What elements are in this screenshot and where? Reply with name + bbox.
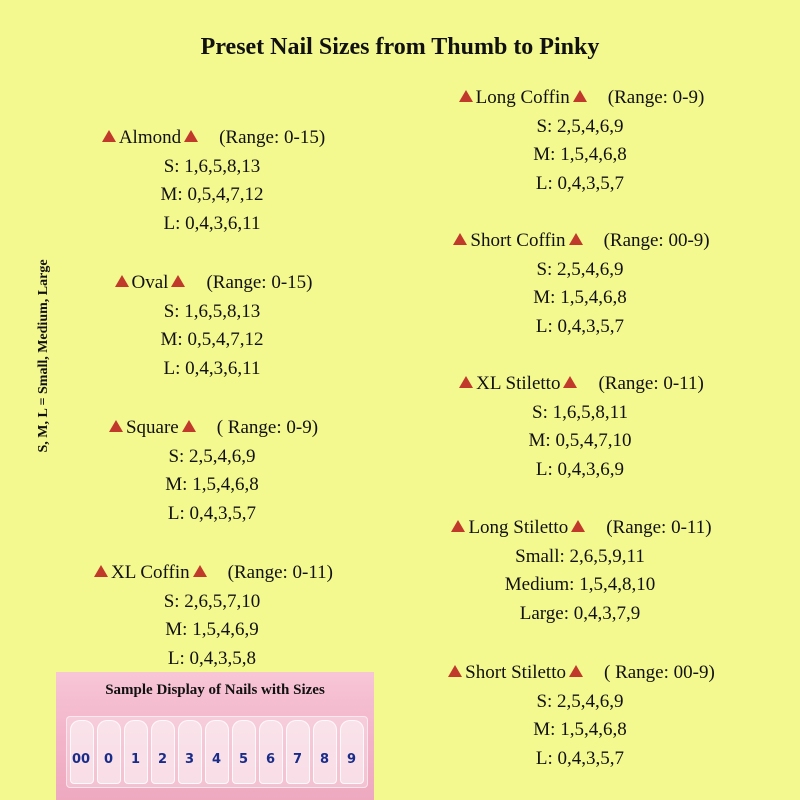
shape-name: Long Coffin <box>475 87 570 108</box>
shape-name: Short Stiletto <box>465 662 566 683</box>
shape-range: (Range: 0-11) <box>227 562 333 583</box>
red-triangle-icon <box>109 420 123 432</box>
red-triangle-icon <box>115 275 129 287</box>
shape-name: Long Stiletto <box>468 517 569 538</box>
nail-size-number: 3 <box>185 752 195 767</box>
nail-size-number: 1 <box>131 752 141 767</box>
size-line-small: S: 1,6,5,8,11 <box>532 401 628 423</box>
red-triangle-icon <box>563 376 577 388</box>
nail-size-number: 8 <box>320 752 330 767</box>
nail-size-number: 9 <box>347 752 357 767</box>
size-line-small: S: 2,5,4,6,9 <box>536 115 624 137</box>
shape-block-long-stiletto <box>410 514 750 628</box>
red-triangle-icon <box>573 90 587 102</box>
red-triangle-icon <box>569 665 583 677</box>
red-triangle-icon <box>459 90 473 102</box>
size-line-small: S: 2,5,4,6,9 <box>168 445 256 467</box>
red-triangle-icon <box>171 275 185 287</box>
red-triangle-icon <box>182 420 196 432</box>
size-line-medium: M: 0,5,4,7,12 <box>160 329 264 350</box>
size-line-large: L: 0,4,3,5,7 <box>167 502 257 524</box>
shape-heading <box>410 659 750 688</box>
shape-range: ( Range: 00-9) <box>604 662 715 683</box>
red-triangle-icon <box>184 130 198 142</box>
shape-heading <box>410 227 750 256</box>
size-line-medium: M: 1,5,4,6,8 <box>533 287 627 308</box>
nail-size-number: 4 <box>212 752 222 767</box>
nail-size-number: 6 <box>266 752 276 767</box>
red-triangle-icon <box>571 520 585 532</box>
size-line-large: L: 0,4,3,6,9 <box>535 458 625 480</box>
red-triangle-icon <box>569 233 583 245</box>
nail-size-number: 0 <box>104 752 114 767</box>
size-line-small: Small: 2,6,5,9,11 <box>515 545 645 567</box>
shape-name: XL Coffin <box>111 562 190 583</box>
size-line-medium: M: 1,5,4,6,9 <box>165 619 259 640</box>
red-triangle-icon <box>453 233 467 245</box>
shape-range: (Range: 0-11) <box>598 373 704 394</box>
sample-caption: Sample Display of Nails with Sizes <box>105 682 325 698</box>
red-triangle-icon <box>94 565 108 577</box>
size-line-small: S: 1,6,5,8,13 <box>163 155 261 177</box>
shape-heading <box>62 124 362 153</box>
shape-range: (Range: 0-11) <box>606 517 712 538</box>
shape-name: Oval <box>131 272 169 293</box>
size-line-small: S: 2,5,4,6,9 <box>536 690 624 712</box>
shape-range: ( Range: 0-9) <box>216 417 319 438</box>
size-line-large: L: 0,4,3,6,11 <box>163 212 261 234</box>
shape-heading <box>420 370 740 399</box>
nail-size-number: 5 <box>239 752 249 767</box>
size-line-small: S: 2,5,4,6,9 <box>536 258 624 280</box>
page-title: Preset Nail Sizes from Thumb to Pinky <box>200 34 600 60</box>
shape-range: (Range: 00-9) <box>603 230 710 251</box>
nail-size-number: 7 <box>293 752 303 767</box>
red-triangle-icon <box>448 665 462 677</box>
shape-name: XL Stiletto <box>476 373 561 394</box>
size-line-medium: Medium: 1,5,4,8,10 <box>504 574 656 595</box>
red-triangle-icon <box>102 130 116 142</box>
red-triangle-icon <box>451 520 465 532</box>
size-line-large: L: 0,4,3,5,8 <box>167 647 257 669</box>
shape-range: (Range: 0-15) <box>206 272 313 293</box>
shape-block-almond <box>62 124 362 238</box>
size-line-large: L: 0,4,3,5,7 <box>535 315 625 337</box>
size-line-medium: M: 0,5,4,7,10 <box>528 430 632 451</box>
size-line-small: S: 2,6,5,7,10 <box>163 590 261 612</box>
red-triangle-icon <box>193 565 207 577</box>
size-line-large: Large: 0,4,3,7,9 <box>519 602 641 624</box>
nail-size-number: 2 <box>158 752 168 767</box>
shape-range: (Range: 0-9) <box>607 87 705 108</box>
size-line-small: S: 1,6,5,8,13 <box>163 300 261 322</box>
shape-heading <box>62 269 362 298</box>
shape-name: Almond <box>118 127 182 148</box>
size-legend-label: S, M, L = Small, Medium, Large <box>36 259 51 453</box>
size-line-large: L: 0,4,3,5,7 <box>535 747 625 769</box>
nail-size-number: 00 <box>72 752 91 767</box>
size-line-large: L: 0,4,3,6,11 <box>163 357 261 379</box>
size-line-medium: M: 1,5,4,6,8 <box>533 719 627 740</box>
shape-block-xl-coffin <box>62 559 362 673</box>
size-line-large: L: 0,4,3,5,7 <box>535 172 625 194</box>
size-line-medium: M: 1,5,4,6,8 <box>165 474 259 495</box>
sample-nails-photo <box>56 672 374 800</box>
shape-heading <box>62 414 362 443</box>
shape-name: Short Coffin <box>470 230 566 251</box>
size-line-medium: M: 0,5,4,7,12 <box>160 184 264 205</box>
shape-block-long-coffin <box>420 84 740 198</box>
red-triangle-icon <box>459 376 473 388</box>
shape-block-square <box>62 414 362 528</box>
shape-heading <box>62 559 362 588</box>
shape-block-short-stiletto <box>410 659 750 773</box>
shape-range: (Range: 0-15) <box>219 127 326 148</box>
shape-block-oval <box>62 269 362 383</box>
shape-block-xl-stiletto <box>420 370 740 484</box>
shape-name: Square <box>125 417 179 438</box>
size-line-medium: M: 1,5,4,6,8 <box>533 144 627 165</box>
shape-heading <box>410 514 750 543</box>
shape-block-short-coffin <box>410 227 750 341</box>
shape-heading <box>420 84 740 113</box>
